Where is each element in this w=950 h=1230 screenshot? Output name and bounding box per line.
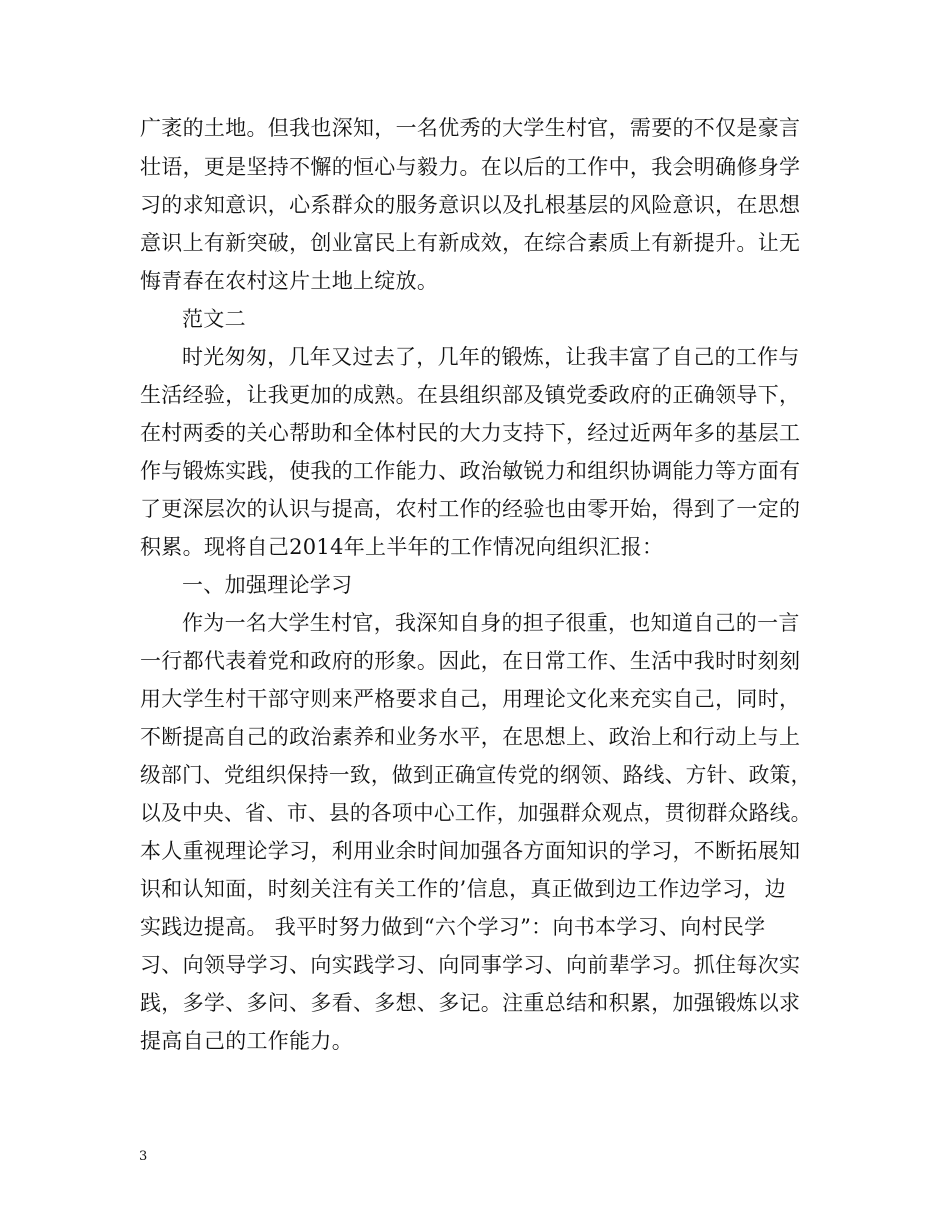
body-text-line: 习的求知意识，心系群众的服务意识以及扎根基层的风险意识，在思想 (140, 193, 801, 217)
body-text-line: 践，多学、多问、多看、多想、多记。注重总结和积累，加强锻炼以求 (140, 991, 801, 1015)
paragraph-first-line: 作为一名大学生村官，我深知自身的担子很重，也知道自己的一言 (182, 611, 800, 635)
section-heading: 范文二 (182, 307, 246, 331)
body-text-line: 提高自己的工作能力。 (140, 1029, 353, 1053)
page-number: 3 (139, 1149, 148, 1164)
body-text-line: 习、向领导学习、向实践学习、向同事学习、向前辈学习。抓住每次实 (140, 953, 801, 977)
body-text-line: 以及中央、省、市、县的各项中心工作，加强群众观点，贯彻群众路线。 (140, 801, 812, 825)
body-text-line: 悔青春在农村这片土地上绽放。 (140, 269, 439, 293)
body-text-line: 壮语，更是坚持不懈的恒心与毅力。在以后的工作中，我会明确修身学 (140, 155, 801, 179)
body-text-line: 在村两委的关心帮助和全体村民的大力支持下，经过近两年多的基层工 (140, 421, 801, 445)
body-text-line: 识和认知面，时刻关注有关工作的’信息，真正做到边工作边学习，边 (140, 877, 786, 901)
paragraph-first-line: 时光匆匆，几年又过去了，几年的锻炼，让我丰富了自己的工作与 (182, 345, 800, 369)
body-text-line: 实践边提高。 我平时努力做到“六个学习”：向书本学习、向村民学 (140, 915, 766, 939)
body-text-line: 本人重视理论学习，利用业余时间加强各方面知识的学习，不断拓展知 (140, 839, 801, 863)
body-text-line: 用大学生村干部守则来严格要求自己，用理论文化来充实自己，同时， (140, 687, 801, 711)
body-text-line: 一行都代表着党和政府的形象。因此，在日常工作、生活中我时时刻刻 (140, 649, 801, 673)
subsection-heading: 一、加强理论学习 (182, 573, 353, 597)
body-text-line: 级部门、党组织保持一致，做到正确宣传党的纲领、路线、方针、政策， (140, 763, 812, 787)
body-text-line: 生活经验，让我更加的成熟。在县组织部及镇党委政府的正确领导下， (140, 383, 801, 407)
body-text-line: 广袤的土地。但我也深知，一名优秀的大学生村官，需要的不仅是豪言 (140, 116, 801, 140)
body-text-line: 不断提高自己的政治素养和业务水平，在思想上、政治上和行动上与上 (140, 725, 801, 749)
body-text-line: 了更深层次的认识与提高，农村工作的经验也由零开始，得到了一定的 (140, 497, 801, 521)
body-text-line: 意识上有新突破，创业富民上有新成效，在综合素质上有新提升。让无 (140, 231, 801, 255)
body-text-line: 积累。现将自己2014年上半年的工作情况向组织汇报： (140, 535, 664, 559)
body-text-line: 作与锻炼实践，使我的工作能力、政治敏锐力和组织协调能力等方面有 (140, 459, 801, 483)
